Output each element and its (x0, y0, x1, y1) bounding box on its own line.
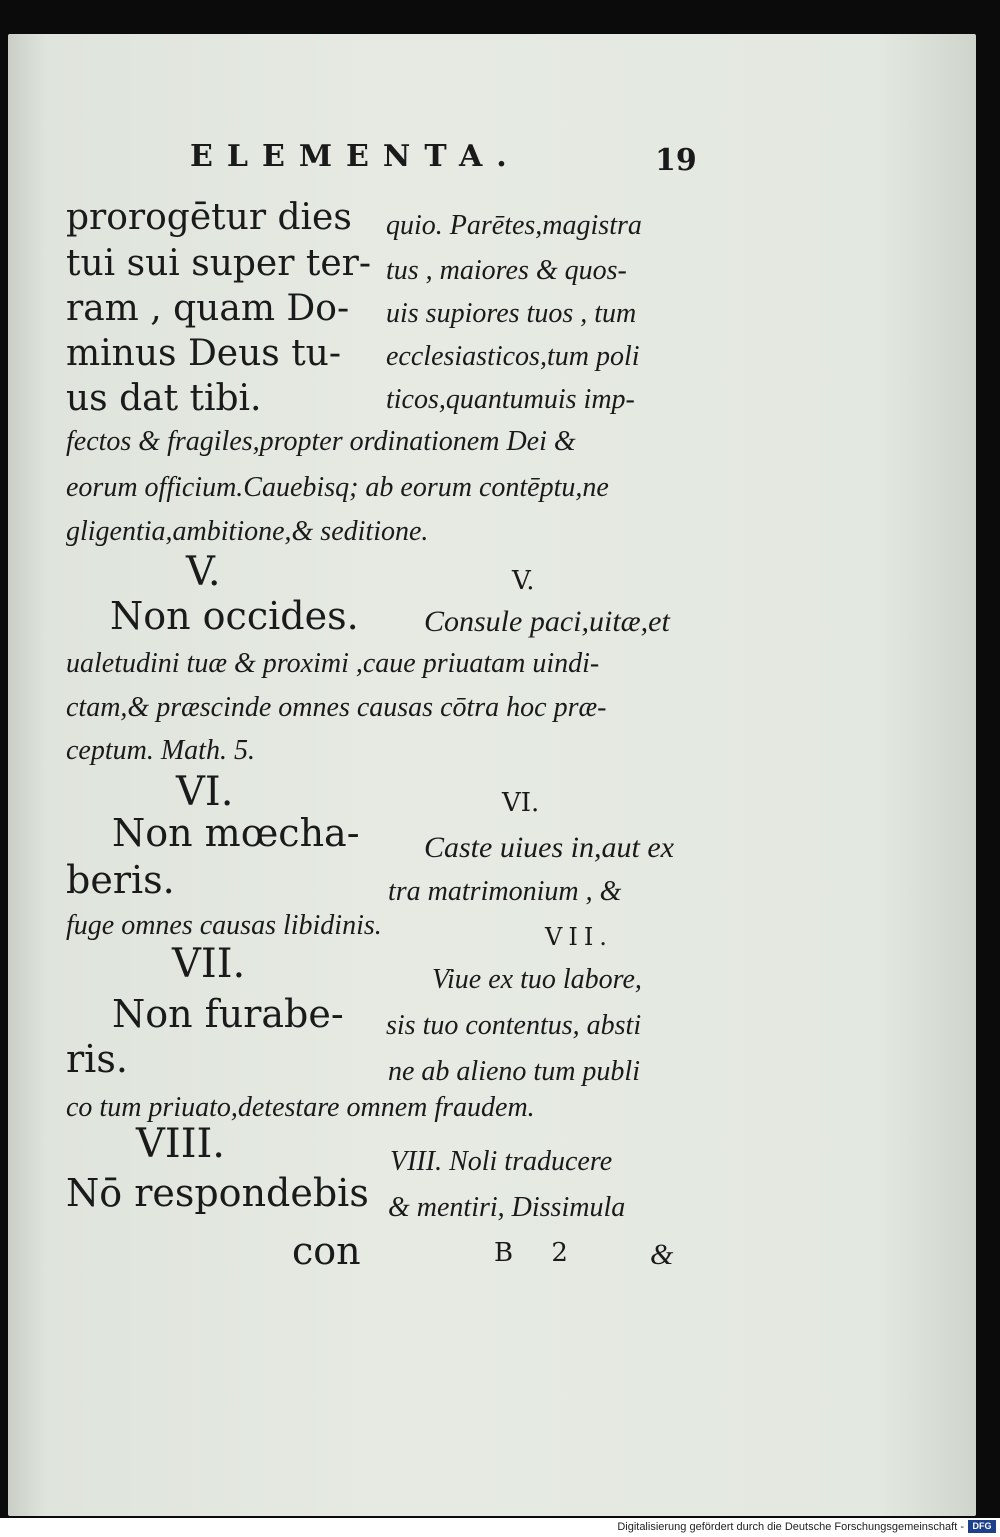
section-5-number-right: V. (512, 566, 535, 596)
section-5-line-1: ualetudini tuæ & proximi ,caue priuatam uindi- (66, 648, 600, 679)
section-7-left-2: ris. (66, 1037, 128, 1081)
section-6-right-2: tra matrimonium , & (388, 876, 622, 907)
section-5-text-right: Consule paci,uitæ,et (424, 605, 670, 638)
section-8-right-2: & mentiri, Dissimula (388, 1192, 626, 1223)
left-line-5: us dat tibi. (66, 378, 262, 419)
section-6-left-1: Non mœcha- (112, 811, 360, 855)
section-7-line: co tum priuato,detestare omnem fraudem. (66, 1092, 535, 1123)
catchword-left: con (292, 1229, 361, 1273)
signature-mark: B 2 (494, 1238, 568, 1268)
right-line-2: tus , maiores & quos- (386, 255, 627, 286)
full-line-2: eorum officium.Cauebisq; ab eorum contēptu,ne (66, 472, 609, 503)
dfg-logo-icon: DFG (968, 1520, 996, 1533)
page-number: 19 (655, 143, 697, 178)
section-8-right-1: VIII. Noli traducere (390, 1146, 613, 1177)
section-7-right-1: Viue ex tuo labore, (432, 964, 642, 995)
section-8-number-left: VIII. (136, 1121, 226, 1167)
section-6-line: fuge omnes causas libidinis. (66, 910, 382, 941)
section-5-line-2: ctam,& præscinde omnes causas cōtra hoc præ- (66, 692, 607, 723)
full-line-1: fectos & fragiles,propter ordinationem Dei & (66, 426, 576, 457)
section-7-left-1: Non furabe- (112, 992, 344, 1036)
left-line-2: tui sui super ter- (66, 243, 372, 284)
left-line-4: minus Deus tu- (66, 333, 342, 374)
section-6-right-1: Caste uiues in,aut ex (424, 831, 674, 864)
full-line-3: gligentia,ambitione,& seditione. (66, 516, 429, 547)
section-5-number-left: V. (186, 549, 221, 595)
section-7-number-left: VII. (172, 941, 246, 987)
left-line-3: ram , quam Do- (66, 288, 350, 329)
left-line-1: prorogētur dies (66, 197, 352, 238)
section-8-left-1: Nō respondebis (66, 1171, 369, 1215)
section-5-text-left: Non occides. (110, 594, 359, 638)
right-line-3: uis supiores tuos , tum (386, 298, 637, 329)
section-7-right-3: ne ab alieno tum publi (388, 1056, 640, 1087)
footer-bar (0, 1518, 1000, 1537)
section-7-right-2: sis tuo contentus, absti (386, 1010, 642, 1041)
right-line-4: ecclesiasticos,tum poli (386, 341, 640, 372)
section-6-left-2: beris. (66, 858, 175, 902)
funding-credit: Digitalisierung gefördert durch die Deutsche Forschungsgemeinschaft - (617, 1521, 964, 1533)
section-6-number-right: VI. (502, 788, 540, 818)
section-5-line-3: ceptum. Math. 5. (66, 735, 255, 766)
right-line-1: quio. Parētes,magistra (386, 210, 642, 241)
right-line-5: ticos,quantumuis imp- (386, 384, 635, 415)
catchword-right: & (650, 1238, 674, 1271)
section-6-number-left: VI. (176, 769, 234, 815)
section-7-number-right: VII. (545, 923, 613, 951)
running-title: ELEMENTA. (190, 139, 521, 174)
